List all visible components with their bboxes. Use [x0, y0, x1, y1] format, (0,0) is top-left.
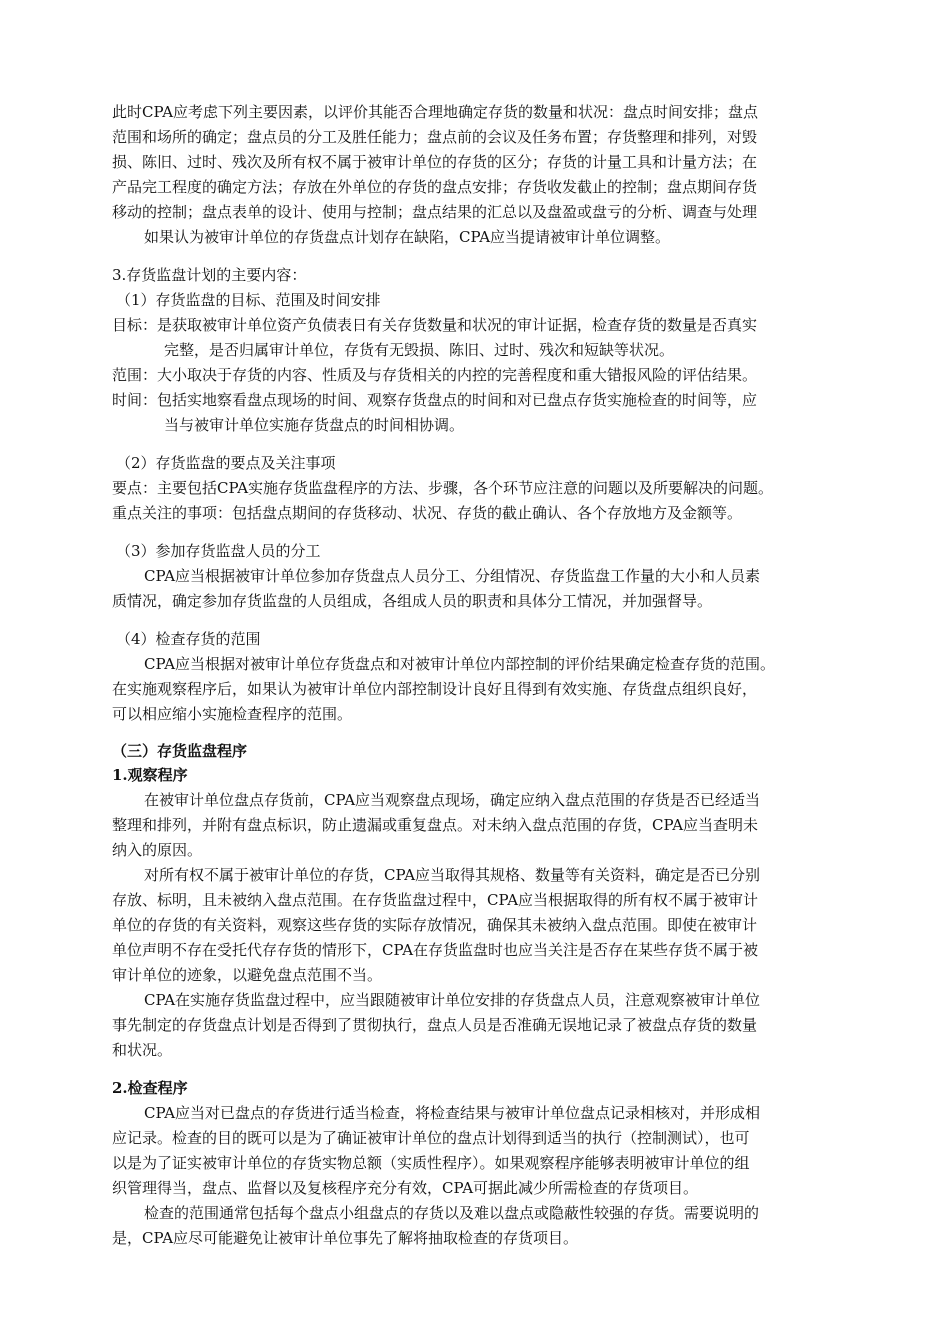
observe-p2-line-3: 单位的存货的有关资料，观察这些存货的实际存放情况，确保其未被纳入盘点范围。即使在被审计 — [112, 916, 758, 934]
plan-s1-goal-line-2: 完整，是否归属审计单位，存货有无毁损、陈旧、过时、残次和短缺等状况。 — [164, 341, 675, 359]
plan-s2-title: （2）存货监盘的要点及关注事项 — [116, 454, 336, 472]
observe-p1-line-2: 整理和排列，并附有盘点标识，防止遗漏或重复盘点。对未纳入盘点范围的存货，CPA应当查明未 — [112, 816, 759, 834]
intro-line-4: 产品完工程度的确定方法；存放在外单位的存货的盘点安排；存货收发截止的控制；盘点期间存货 — [112, 178, 758, 196]
inspect-p1-line-4: 织管理得当，盘点、监督以及复核程序充分有效，CPA可据此减少所需检查的存货项目。 — [112, 1179, 699, 1197]
intro-line-5: 移动的控制；盘点表单的设计、使用与控制；盘点结果的汇总以及盘盈或盘亏的分析、调查与处理 — [112, 203, 758, 221]
observe-title: 1.观察程序 — [112, 766, 188, 784]
observe-p3-line-2: 事先制定的存货盘点计划是否得到了贯彻执行，盘点人员是否准确无误地记录了被盘点存货的数量 — [112, 1016, 758, 1034]
observe-p2-line-2: 存放、标明，且未被纳入盘点范围。在存货监盘过程中，CPA应当根据取得的所有权不属于被审计 — [112, 891, 759, 909]
plan-s3-body-line-1: CPA应当根据被审计单位参加存货盘点人员分工、分组情况、存货监盘工作量的大小和人员素 — [144, 567, 761, 585]
inspect-title: 2.检查程序 — [112, 1079, 188, 1097]
intro-defect-note: 如果认为被审计单位的存货盘点计划存在缺陷，CPA应当提请被审计单位调整。 — [144, 228, 671, 246]
observe-p2-line-1: 对所有权不属于被审计单位的存货，CPA应当取得其规格、数量等有关资料，确定是否已分别 — [144, 866, 761, 884]
plan-s1-time-line-1: 时间：包括实地察看盘点现场的时间、观察存货盘点的时间和对已盘点存货实施检查的时间等，应 — [112, 391, 758, 409]
inspect-p1-line-3: 以是为了证实被审计单位的存货实物总额（实质性程序）。如果观察程序能够表明被审计单位的组 — [112, 1154, 750, 1172]
plan-s3-title: （3）参加存货监盘人员的分工 — [116, 542, 321, 560]
plan-s3-body-line-2: 质情况，确定参加存货监盘的人员组成，各组成人员的职责和具体分工情况，并加强督导。 — [112, 592, 713, 610]
plan-s4-body-line-2: 在实施观察程序后，如果认为被审计单位内部控制设计良好且得到有效实施、存货盘点组织良好， — [112, 680, 758, 698]
plan-s1-title: （1）存货监盘的目标、范围及时间安排 — [116, 291, 381, 309]
inspect-p1-line-1: CPA应当对已盘点的存货进行适当检查，将检查结果与被审计单位盘点记录相核对，并形成相 — [144, 1104, 761, 1122]
observe-p3-line-3: 和状况。 — [112, 1041, 173, 1059]
inspect-p2-line-1: 检查的范围通常包括每个盘点小组盘点的存货以及难以盘点或隐蔽性较强的存货。需要说明的 — [144, 1204, 760, 1222]
observe-p2-line-4: 单位声明不存在受托代存存货的情形下，CPA在存货监盘时也应当关注是否存在某些存货不属于被 — [112, 941, 759, 959]
plan-s1-scope: 范围：大小取决于存货的内容、性质及与存货相关的内控的完善程度和重大错报风险的评估结果。 — [112, 366, 758, 384]
procedures-heading: （三）存货监盘程序 — [112, 742, 248, 760]
plan-heading: 3.存货监盘计划的主要内容： — [112, 266, 307, 284]
inspect-p2-line-2: 是，CPA应尽可能避免让被审计单位事先了解将抽取检查的存货项目。 — [112, 1229, 579, 1247]
intro-line-2: 范围和场所的确定；盘点员的分工及胜任能力；盘点前的会议及任务布置；存货整理和排列，对毁 — [112, 128, 758, 146]
plan-s1-goal-line-1: 目标：是获取被审计单位资产负债表日有关存货数量和状况的审计证据，检查存货的数量是否真实 — [112, 316, 758, 334]
observe-p2-line-5: 审计单位的迹象，以避免盘点范围不当。 — [112, 966, 383, 984]
plan-s2-focus: 重点关注的事项：包括盘点期间的存货移动、状况、存货的截止确认、各个存放地方及金额等。 — [112, 504, 743, 522]
observe-p3-line-1: CPA在实施存货监盘过程中，应当跟随被审计单位安排的存货盘点人员，注意观察被审计单位 — [144, 991, 761, 1009]
intro-line-3: 损、陈旧、过时、残次及所有权不属于被审计单位的存货的区分；存货的计量工具和计量方法；在 — [112, 153, 758, 171]
observe-p1-line-1: 在被审计单位盘点存货前，CPA应当观察盘点现场，确定应纳入盘点范围的存货是否已经适当 — [144, 791, 761, 809]
inspect-p1-line-2: 应记录。检查的目的既可以是为了确证被审计单位的盘点计划得到适当的执行（控制测试），也可 — [112, 1129, 750, 1147]
intro-line-1: 此时CPA应考虑下列主要因素，以评价其能否合理地确定存货的数量和状况：盘点时间安排；盘点 — [112, 103, 759, 121]
plan-s4-body-line-1: CPA应当根据对被审计单位存货盘点和对被审计单位内部控制的评价结果确定检查存货的范围。 — [144, 655, 776, 673]
observe-p1-line-3: 纳入的原因。 — [112, 841, 203, 859]
plan-s1-time-line-2: 当与被审计单位实施存货盘点的时间相协调。 — [164, 416, 465, 434]
plan-s4-body-line-3: 可以相应缩小实施检查程序的范围。 — [112, 705, 353, 723]
plan-s4-title: （4）检查存货的范围 — [116, 630, 261, 648]
plan-s2-points: 要点：主要包括CPA实施存货监盘程序的方法、步骤，各个环节应注意的问题以及所要解决的问题。 — [112, 479, 774, 497]
